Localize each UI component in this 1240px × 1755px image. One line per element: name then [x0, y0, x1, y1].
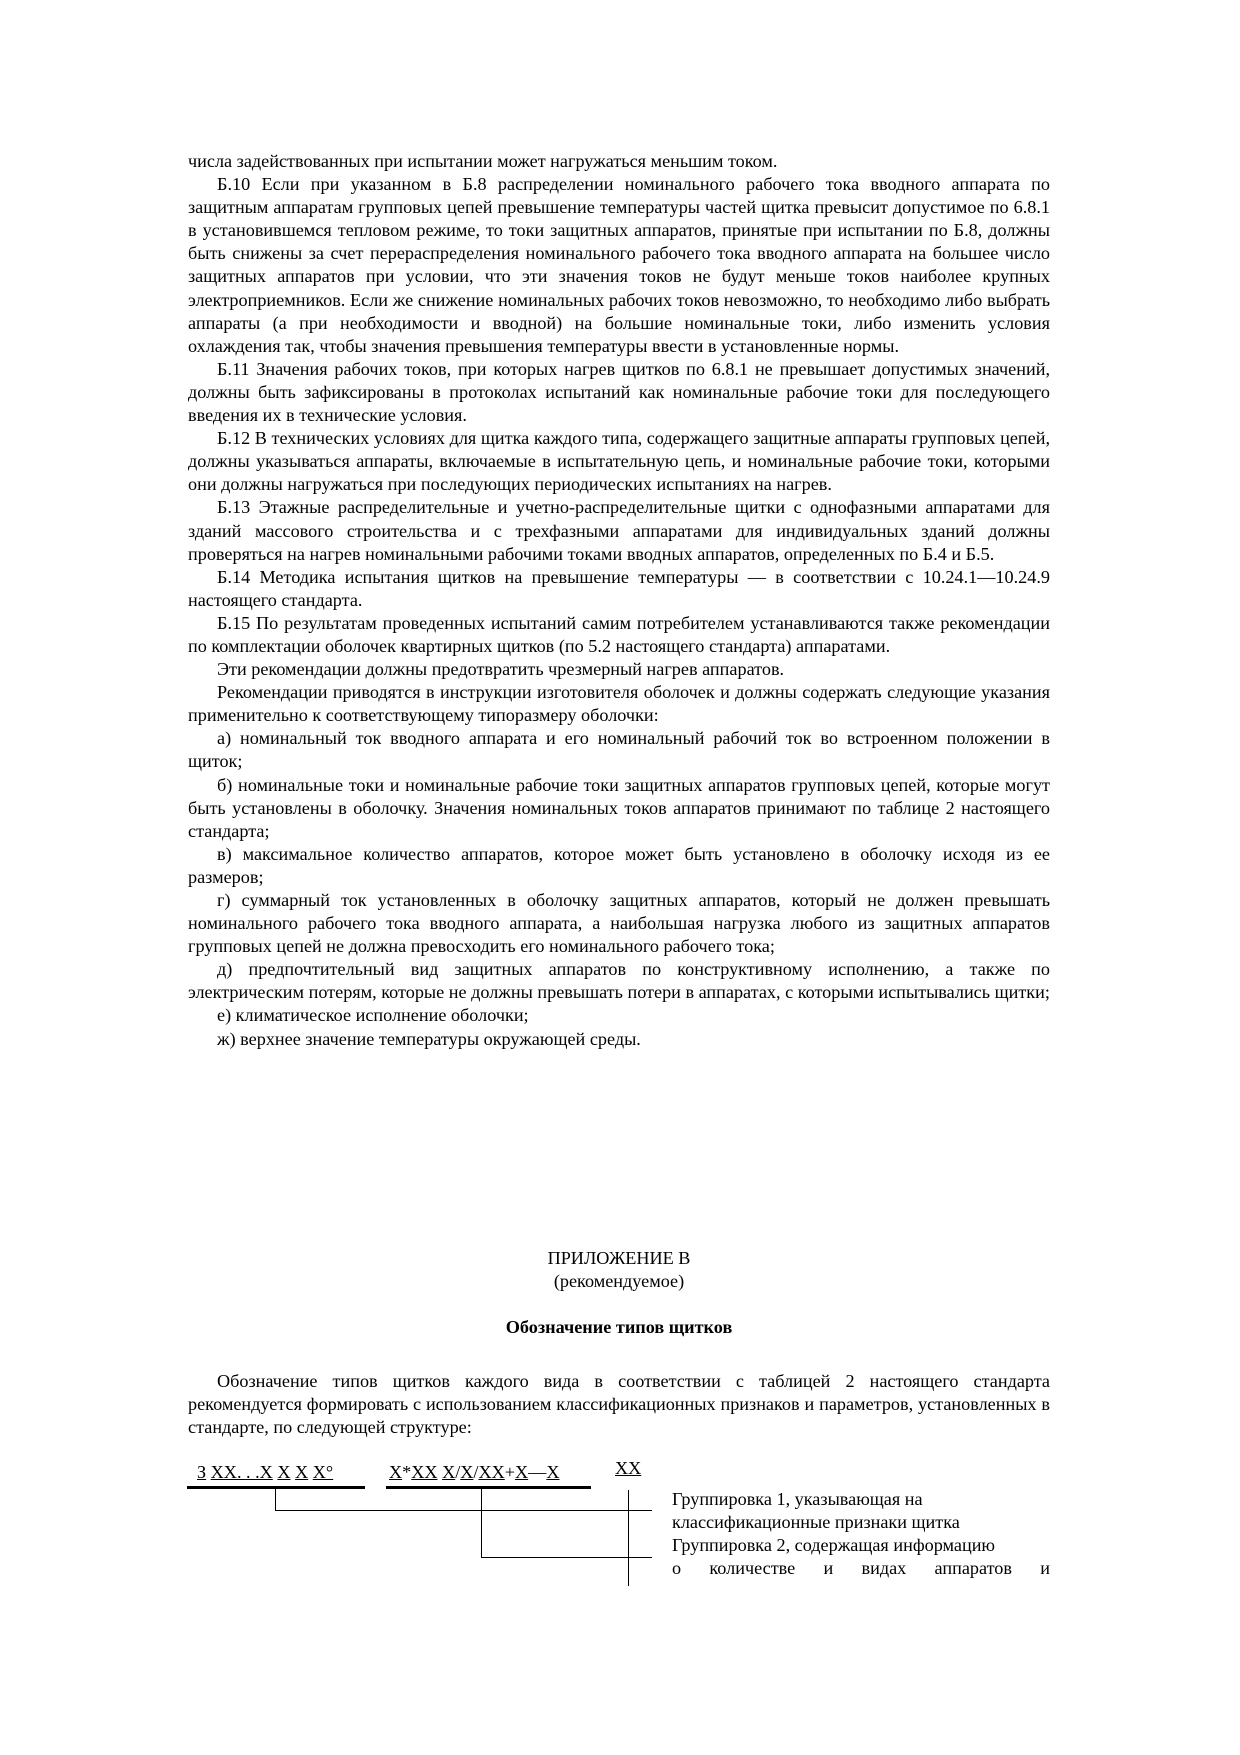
- legend-line: о количестве и видах аппаратов и: [672, 1558, 1050, 1579]
- code-field: X: [389, 1462, 403, 1482]
- paragraph: Б.13 Этажные распределительные и учетно-распределительные щитки с однофазными аппаратами для зданий массового строительства и с трехфазными аппаратами для индивидуальных зданий должны проверяться на нагрев номинальными рабочими токами вводных аппаратов, определенных по Б.4 и Б.5.: [188, 497, 1050, 564]
- legend-line: Группировка 2, содержащая информацию: [672, 1535, 996, 1555]
- structure-group-3: [615, 1457, 641, 1480]
- legend-line: классификационные признаки щитка: [672, 1512, 960, 1533]
- paragraph: числа задействованных при испытании может нагружаться меньшим током.: [188, 151, 778, 171]
- code-separator: /: [455, 1462, 461, 1482]
- legend-group-1: [672, 1488, 1050, 1534]
- code-separator: /: [473, 1462, 479, 1482]
- legend-bracket-vertical: [628, 1490, 629, 1586]
- list-item: а) номинальный ток вводного аппарата и его номинальный рабочий ток во встроенном положении в щиток;: [188, 728, 1050, 772]
- paragraph: Эти рекомендации должны предотвратить чрезмерный нагрев аппаратов.: [217, 659, 785, 680]
- paragraph: Б.10 Если при указанном в Б.8 распределении номинального рабочего тока вводного аппарата по защитным аппаратам групповых цепей превышение температуры частей щитка превысит допустимое по 6.8.1 в установившемся тепловом режиме, то токи защитных аппаратов, принятые при испытании по Б.8, должны быть снижены за счет перераспределения номинального рабочего тока вводного аппарата на большее число защитных аппаратов при условии, что эти значения токов не будут меньше токов наиболее крупных электроприемников. Если же снижение номинальных рабочих токов невозможно, то необходимо либо выбрать аппараты (а при необходимости и вводной) на большие номинальные токи, либо изменить условия охлаждения так, чтобы значения превышения температуры ввести в установленные нормы.: [188, 174, 1050, 356]
- legend-group-2: [672, 1534, 1050, 1580]
- list-item: ж) верхнее значение температуры окружающей среды.: [217, 1028, 641, 1049]
- group-1-connector-vertical: [275, 1488, 276, 1511]
- paragraph: Б.12 В технических условиях для щитка каждого типа, содержащего защитные аппараты групповых цепей, должны указываться аппараты, включаемые в испытательную цепь, и номинальные рабочие токи, которыми они должны нагружаться при последующих периодических испытаниях на нагрев.: [188, 428, 1050, 495]
- code-field: X: [546, 1462, 560, 1482]
- appendix-heading: Обозначение типов щитков: [505, 1317, 733, 1337]
- code-field: X: [515, 1462, 529, 1482]
- code-field: XX: [411, 1462, 438, 1482]
- code-separator: *: [402, 1462, 412, 1482]
- code-separator: +: [504, 1462, 516, 1482]
- group-2-connector-vertical: [481, 1488, 482, 1558]
- code-field: X: [277, 1462, 291, 1482]
- code-separator: —: [528, 1462, 547, 1482]
- code-field: X°: [312, 1462, 334, 1482]
- appendix-title: ПРИЛОЖЕНИЕ В: [547, 1248, 691, 1268]
- legend-line: Группировка 1, указывающая на: [672, 1489, 923, 1509]
- paragraph: Б.14 Методика испытания щитков на превышение температуры — в соответствии с 10.24.1—10.24.9 настоящего стандарта.: [188, 566, 1050, 610]
- structure-group-1: [197, 1461, 333, 1484]
- code-field: XX. . .X: [210, 1462, 273, 1482]
- list-item: г) суммарный ток установленных в оболочку защитных аппаратов, который не должен превышать номинального рабочего тока вводного аппарата, а наибольшая нагрузка любого из защитных аппаратов групповых цепей не должна превосходить его номинального рабочего тока;: [188, 890, 1050, 957]
- appendix-intro: [188, 1370, 1050, 1439]
- paragraph: Б.15 По результатам проведенных испытаний самим потребителем устанавливаются также рекомендации по комплектации оболочек квартирных щитков (по 5.2 настоящего стандарта) аппаратами.: [188, 612, 1050, 656]
- group-2-bar: [386, 1486, 591, 1489]
- body-text: [188, 150, 1050, 1051]
- code-field: X: [442, 1462, 456, 1482]
- paragraph: Рекомендации приводятся в инструкции изготовителя оболочек и должны содержать следующие указания применительно к соответствующему типоразмеру оболочки:: [188, 682, 1050, 726]
- appendix-status: (рекомендуемое): [553, 1271, 685, 1291]
- code-field: X: [460, 1462, 474, 1482]
- intro-paragraph: Обозначение типов щитков каждого вида в соответствии с таблицей 2 настоящего стандарта рекомендуется формировать с использованием классификационных признаков и параметров, установленных в стандарте, по следующей структуре:: [188, 1371, 1050, 1438]
- group-1-bar: [187, 1486, 365, 1489]
- group-1-connector-horizontal: [275, 1510, 652, 1511]
- list-item: д) предпочтительный вид защитных аппаратов по конструктивному исполнению, а также по электрическим потерям, которые не должны превышать потери в аппаратах, с которыми испытывались щитки;: [188, 959, 1050, 1003]
- structure-group-2: [389, 1461, 559, 1484]
- code-field: X: [295, 1462, 309, 1482]
- group-2-connector-horizontal: [481, 1557, 652, 1558]
- paragraph: Б.11 Значения рабочих токов, при которых нагрев щитков по 6.8.1 не превышает допустимых значений, должны быть зафиксированы в протоколах испытаний как номинальные рабочие токи для последующего введения их в технические условия.: [188, 358, 1050, 426]
- list-item: б) номинальные токи и номинальные рабочие токи защитных аппаратов групповых цепей, которые могут быть установлены в оболочку. Значения номинальных токов аппаратов принимают по таблице 2 настоящего стандарта;: [188, 774, 1050, 841]
- list-item: в) максимальное количество аппаратов, которое может быть установлено в оболочку исходя из ее размеров;: [188, 843, 1050, 887]
- code-field: XX: [615, 1458, 642, 1478]
- code-field: XX: [478, 1462, 505, 1482]
- list-item: е) климатическое исполнение оболочки;: [217, 1005, 529, 1026]
- code-letter: З: [197, 1462, 207, 1482]
